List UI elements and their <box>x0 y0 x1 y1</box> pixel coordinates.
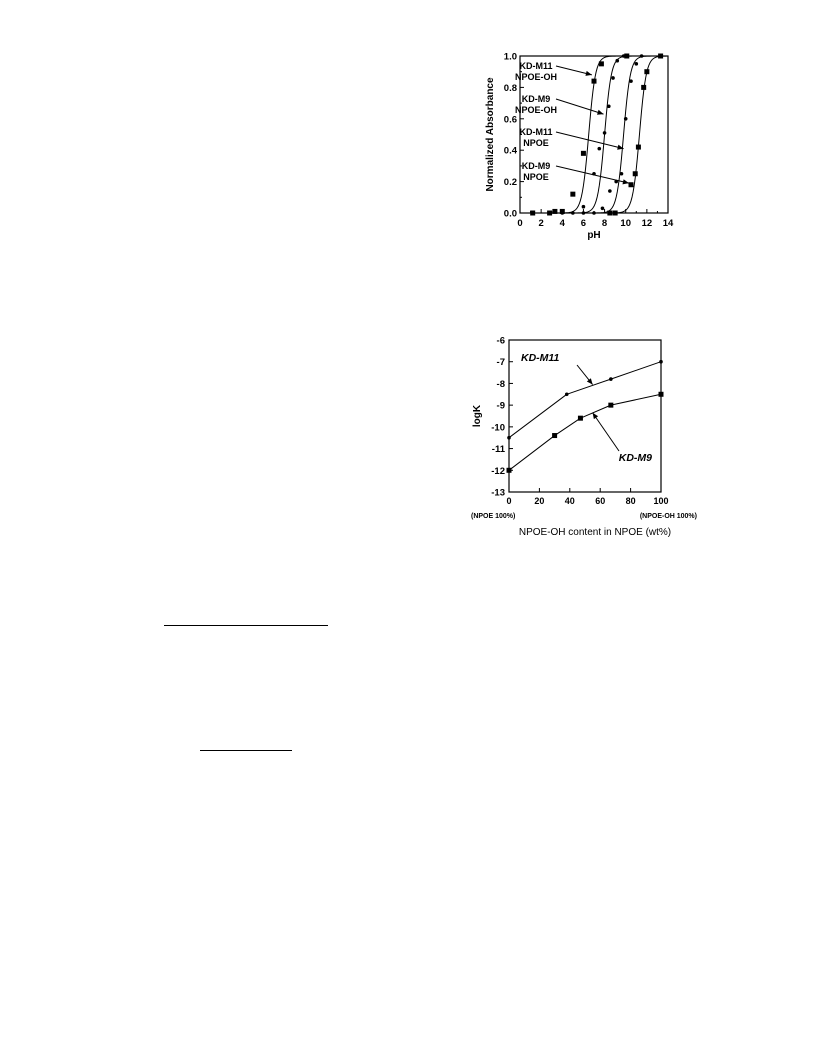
data-point <box>620 172 624 176</box>
data-point <box>507 436 511 440</box>
x-endpoint-note-right: (NPOE-OH 100%) <box>639 513 697 520</box>
series-label-arrow-2 <box>556 132 624 149</box>
x-tick-label: 14 <box>662 218 674 229</box>
absorbance-ph-chart <box>470 40 710 250</box>
data-point <box>641 85 646 90</box>
data-point <box>607 211 612 216</box>
y-tick-label: 0.8 <box>503 82 517 94</box>
x-axis-title: pH <box>587 230 601 241</box>
x-tick-label: 10 <box>620 218 632 229</box>
y-tick-label: -12 <box>491 465 505 477</box>
data-point <box>633 171 638 176</box>
x-tick-label: 4 <box>559 218 565 229</box>
x-tick-label: 12 <box>641 218 653 229</box>
footnote-rule-short <box>200 750 292 751</box>
data-point <box>613 211 618 216</box>
series-label-1: KD-M9 <box>521 94 551 104</box>
series-label-3: NPOE <box>523 172 549 182</box>
series-label-2: NPOE <box>523 138 549 148</box>
x-tick-label: 8 <box>601 218 608 229</box>
y-tick-label: -13 <box>491 487 505 499</box>
series-label-0: NPOE-OH <box>514 72 558 82</box>
logk-content-svg <box>460 330 730 550</box>
series-label-arrow-3 <box>556 166 629 183</box>
x-tick-label: 20 <box>534 496 545 506</box>
series-label-arrow-0-head <box>585 71 591 76</box>
y-axis-title: Normalized Absorbance <box>485 77 496 192</box>
x-tick-label: 2 <box>538 218 544 229</box>
data-point <box>570 192 575 197</box>
y-tick-label: -10 <box>491 422 505 434</box>
series-label-2: KD-M11 <box>519 127 553 137</box>
data-point <box>507 468 512 473</box>
data-point <box>609 377 613 381</box>
data-point <box>607 104 611 108</box>
series-label-0: KD-M11 <box>521 352 560 364</box>
y-tick-label: -6 <box>496 335 505 347</box>
x-endpoint-note-left: (NPOE 100%) <box>471 513 516 520</box>
y-tick-label: -9 <box>496 400 505 412</box>
series-label-arrow-3-head <box>622 179 628 184</box>
data-point <box>640 54 644 58</box>
y-tick-label: -7 <box>496 357 505 369</box>
data-point <box>622 54 626 58</box>
data-point <box>624 117 628 121</box>
x-tick-label: 80 <box>625 496 636 506</box>
x-tick-label: 0 <box>517 218 523 229</box>
data-point <box>615 59 619 63</box>
x-tick-label: 100 <box>653 496 669 506</box>
series-label-arrow-1-head <box>593 413 599 419</box>
y-tick-label: -8 <box>496 378 505 390</box>
data-point <box>582 205 586 209</box>
data-point <box>636 145 641 150</box>
data-point <box>581 151 586 156</box>
y-tick-label: -11 <box>491 444 505 456</box>
data-point <box>597 147 601 151</box>
series-label-arrow-1 <box>556 99 604 114</box>
data-point <box>552 433 557 438</box>
footnote-rule <box>164 625 328 626</box>
data-point <box>644 69 649 74</box>
data-point <box>592 79 597 84</box>
data-point <box>629 182 634 187</box>
y-tick-label: 0.2 <box>503 177 517 189</box>
absorbance-ph-svg <box>470 40 710 250</box>
data-point <box>659 392 664 397</box>
data-point <box>608 189 612 193</box>
x-tick-label: 0 <box>506 496 512 506</box>
data-point <box>599 61 604 66</box>
x-tick-label: 6 <box>580 218 587 229</box>
x-tick-label: 60 <box>595 496 606 506</box>
y-axis-title: logK <box>472 404 483 428</box>
data-point <box>603 131 607 135</box>
series-label-1: KD-M9 <box>618 452 652 464</box>
data-point <box>611 76 615 80</box>
data-point <box>629 79 633 83</box>
x-axis-title: NPOE-OH content in NPOE (wt%) <box>518 527 672 538</box>
series-label-1: NPOE-OH <box>514 105 558 115</box>
data-point <box>608 403 613 408</box>
y-tick-label: 0.6 <box>503 114 517 126</box>
series-label-arrow-1 <box>593 413 619 451</box>
y-tick-label: 0.4 <box>503 145 517 157</box>
data-point <box>565 392 569 396</box>
series-label-3: KD-M9 <box>521 161 551 171</box>
y-tick-label: 1.0 <box>503 51 517 63</box>
data-point <box>578 416 583 421</box>
data-point <box>601 206 605 210</box>
logk-content-chart <box>460 330 730 550</box>
data-point <box>634 62 638 66</box>
data-point <box>658 54 663 59</box>
series-label-arrow-1-head <box>597 110 604 115</box>
series-label-0: KD-M11 <box>519 61 553 71</box>
x-tick-label: 40 <box>564 496 575 506</box>
y-tick-label: 0.0 <box>503 208 517 220</box>
data-point <box>659 360 663 364</box>
